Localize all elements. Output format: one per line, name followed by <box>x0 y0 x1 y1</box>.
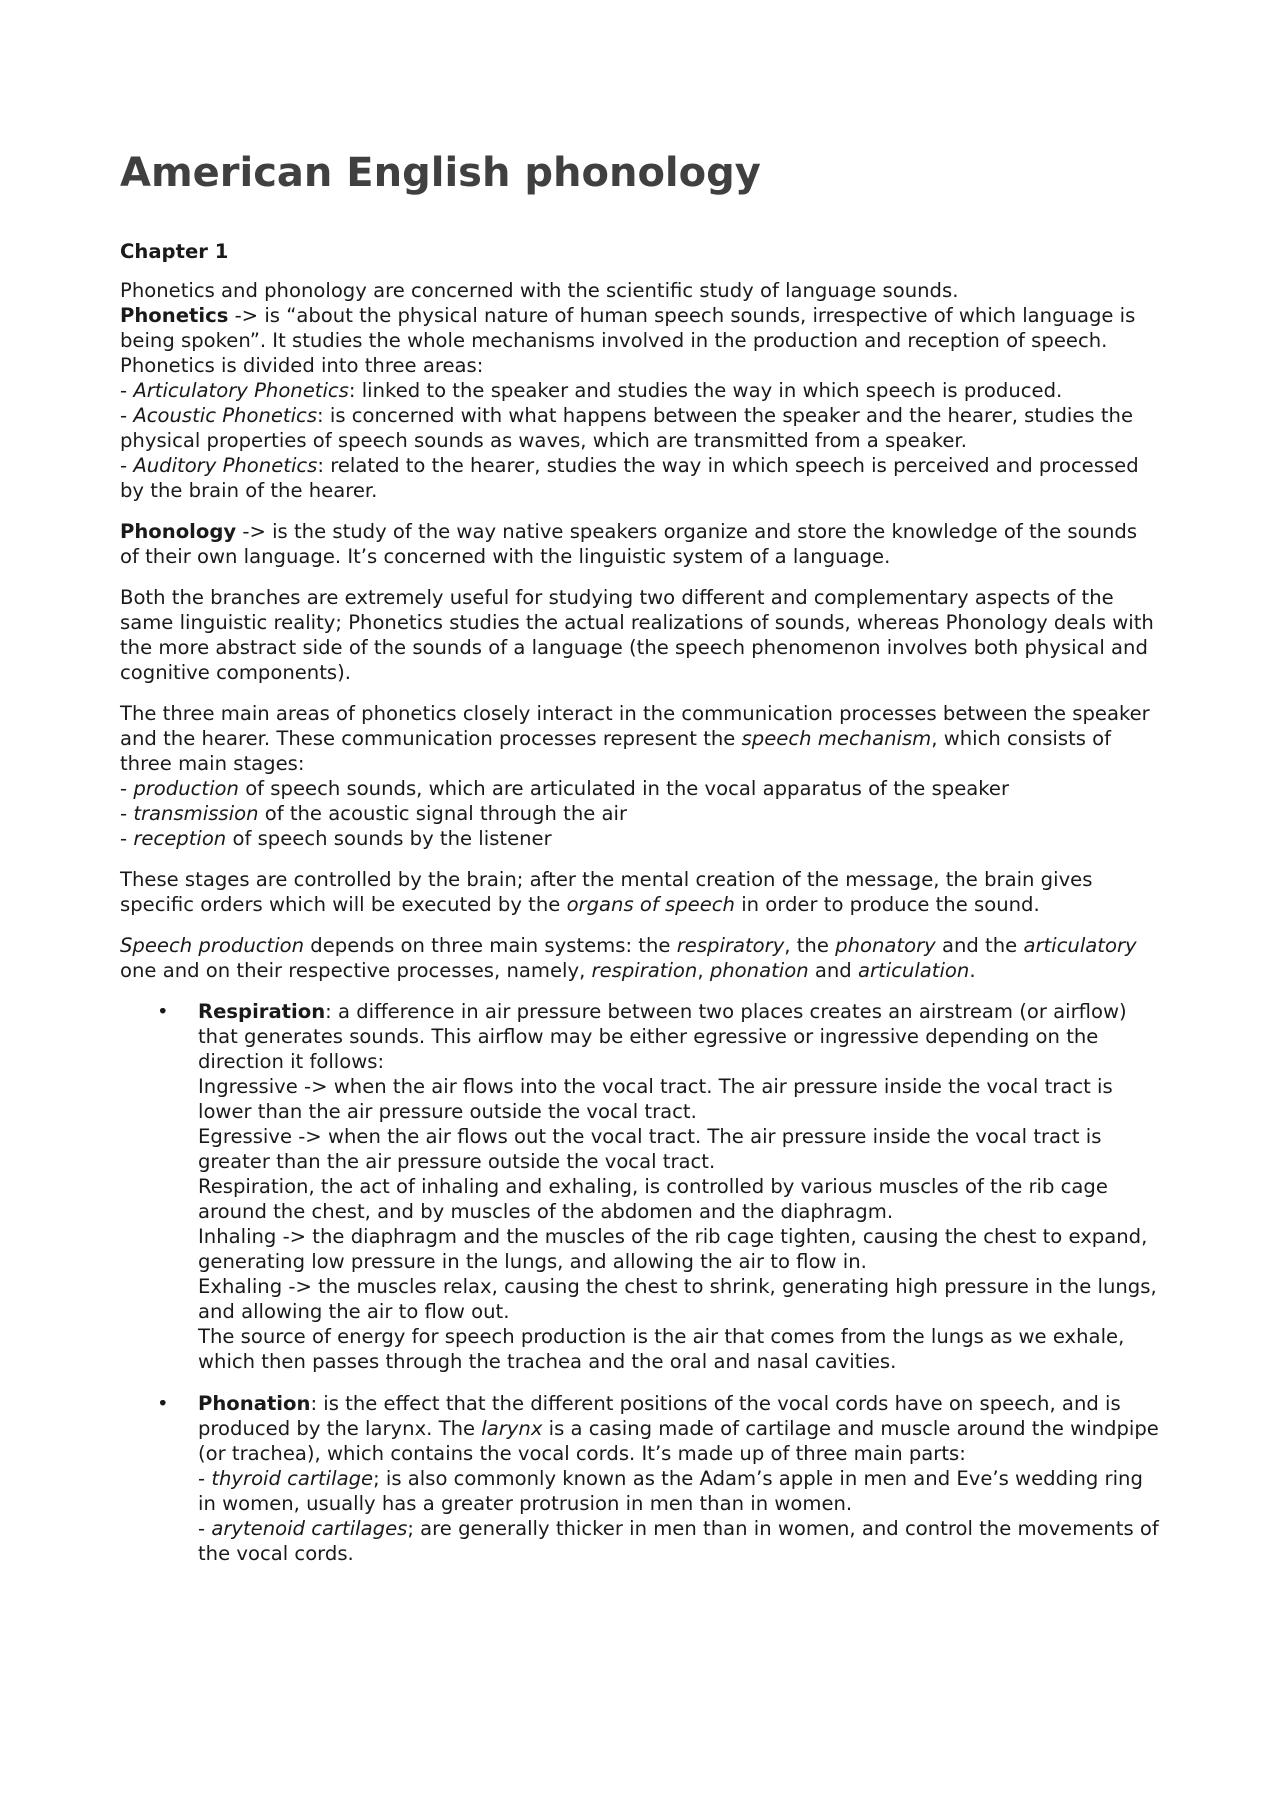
mechanism-intro: The three main areas of phonetics closely interact in the communication processes between the speaker and the hearer. These communication processes represent the speech mechanism, which consists of three main stages: <box>120 702 1150 775</box>
systems-list <box>120 999 1160 1566</box>
thyroid-cartilage-text: - thyroid cartilage; is also commonly known as the Adam’s apple in men and Eve’s wedding ring in women, usually has a greater protrusion in men than in women. <box>198 1467 1143 1515</box>
phonetics-area-articulatory: - Articulatory Phonetics: linked to the speaker and studies the way in which speech is produced. <box>120 379 1063 402</box>
exhaling-text: Exhaling -> the muscles relax, causing the chest to shrink, generating high pressure in the lungs, and allowing the air to flow out. <box>198 1275 1157 1323</box>
list-item-phonation: • Phonation: is the effect that the different positions of the vocal cords have on speech, and is produced by the larynx. The larynx is a casing made of cartilage and muscle around the windpipe (or trachea), which contains the vocal cords. It’s made up of three main parts: - thyroid cartilage; is also commonly known as the Adam’s apple in men and Eve’s wedding ring in women, usually has a greater protrusion in men than in women. - arytenoid cartilages; are generally thicker in men than in women, and control the movements of the vocal cords. <box>120 1391 1160 1566</box>
inhaling-text: Inhaling -> the diaphragm and the muscles of the rib cage tighten, causing the chest to expand, generating low pressure in the lungs, and allowing the air to flow in. <box>198 1225 1148 1273</box>
branches-paragraph: Both the branches are extremely useful for studying two different and complementary aspects of the same linguistic reality; Phonetics studies the actual realizations of sounds, whereas Phonology deals with the more abstract side of the sounds of a language (the speech phenomenon involves both physical and cognitive components). <box>120 586 1154 684</box>
stage-production: - production of speech sounds, which are articulated in the vocal apparatus of the speaker <box>120 777 1010 800</box>
stages-paragraph: These stages are controlled by the brain; after the mental creation of the message, the brain gives specific orders which will be executed by the organs of speech in order to produce the sound. <box>120 868 1093 916</box>
stage-transmission: - transmission of the acoustic signal through the air <box>120 802 628 825</box>
intro-line: Phonetics and phonology are concerned with the scientific study of language sounds. <box>120 279 959 302</box>
speech-mechanism-term: speech mechanism <box>741 727 932 750</box>
phonetics-term: Phonetics <box>120 304 229 327</box>
energy-source-text: The source of energy for speech production is the air that comes from the lungs as we exhale, which then passes through the trachea and the oral and nasal cavities. <box>198 1325 1125 1373</box>
arytenoid-cartilages-text: - arytenoid cartilages; are generally thicker in men than in women, and control the movements of the vocal cords. <box>198 1517 1159 1565</box>
respiration-act-text: Respiration, the act of inhaling and exhaling, is controlled by various muscles of the rib cage around the chest, and by muscles of the abdomen and the diaphragm. <box>198 1175 1108 1223</box>
phonetics-area-acoustic: - Acoustic Phonetics: is concerned with what happens between the speaker and the hearer, studies the physical properties of speech sounds as waves, which are transmitted from a speaker. <box>120 404 1133 452</box>
acoustic-term: Acoustic Phonetics <box>133 404 318 427</box>
auditory-term: Auditory Phonetics <box>133 454 318 477</box>
phonology-term: Phonology <box>120 520 237 543</box>
stage-reception: - reception of speech sounds by the listener <box>120 827 552 850</box>
mechanism-paragraph <box>120 701 1160 851</box>
respiration-term: Respiration <box>198 1000 326 1023</box>
phonology-paragraph: Phonology -> is the study of the way native speakers organize and store the knowledge of the sounds of their own language. It’s concerned with the linguistic system of a language. <box>120 520 1138 568</box>
organs-of-speech-term: organs of speech <box>566 893 735 916</box>
intro-paragraph <box>120 278 1160 503</box>
chapter-heading: Chapter 1 <box>120 240 229 263</box>
page-title: American English phonology <box>120 150 761 196</box>
phonation-term: Phonation <box>198 1392 311 1415</box>
list-item-respiration: • Respiration: a difference in air pressure between two places creates an airstream (or airflow) that generates sounds. This airflow may be either egressive or ingressive depending on the direction it follows: Ingressive -> when the air flows into the vocal tract. The air pressure inside the vocal tract is lower than the air pressure outside the vocal tract. Egressive -> when the air flows out the vocal tract. The air pressure inside the vocal tract is greater than the air pressure outside the vocal tract. Respiration, the act of inhaling and exhaling, is controlled by various muscles of the rib cage around the chest, and by muscles of the abdomen and the diaphragm. Inhaling -> the diaphragm and the muscles of the rib cage tighten, causing the chest to expand, generating low pressure in the lungs, and allowing the air to flow in. Exhaling -> the muscles relax, causing the chest to shrink, generating high pressure in the lungs, and allowing the air to flow out. The source of energy for speech production is the air that comes from the lungs as we exhale, which then passes through the trachea and the oral and nasal cavities. <box>120 999 1160 1374</box>
production-paragraph: Speech production depends on three main systems: the respiratory, the phonatory and the articulatory one and on their respective processes, namely, respiration, phonation and articulation. <box>120 934 1137 982</box>
phonetics-definition: Phonetics -> is “about the physical nature of human speech sounds, irrespective of which language is being spoken”. It studies the whole mechanisms involved in the production and reception of speech. Phonetics is divided into three areas: <box>120 304 1136 377</box>
larynx-term: larynx <box>481 1417 543 1440</box>
articulatory-term: Articulatory Phonetics <box>133 379 349 402</box>
egressive-text: Egressive -> when the air flows out the vocal tract. The air pressure inside the vocal tract is greater than the air pressure outside the vocal tract. <box>198 1125 1102 1173</box>
phonetics-area-auditory: - Auditory Phonetics: related to the hearer, studies the way in which speech is perceived and processed by the brain of the hearer. <box>120 454 1139 502</box>
ingressive-text: Ingressive -> when the air flows into the vocal tract. The air pressure inside the vocal tract is lower than the air pressure outside the vocal tract. <box>198 1075 1113 1123</box>
